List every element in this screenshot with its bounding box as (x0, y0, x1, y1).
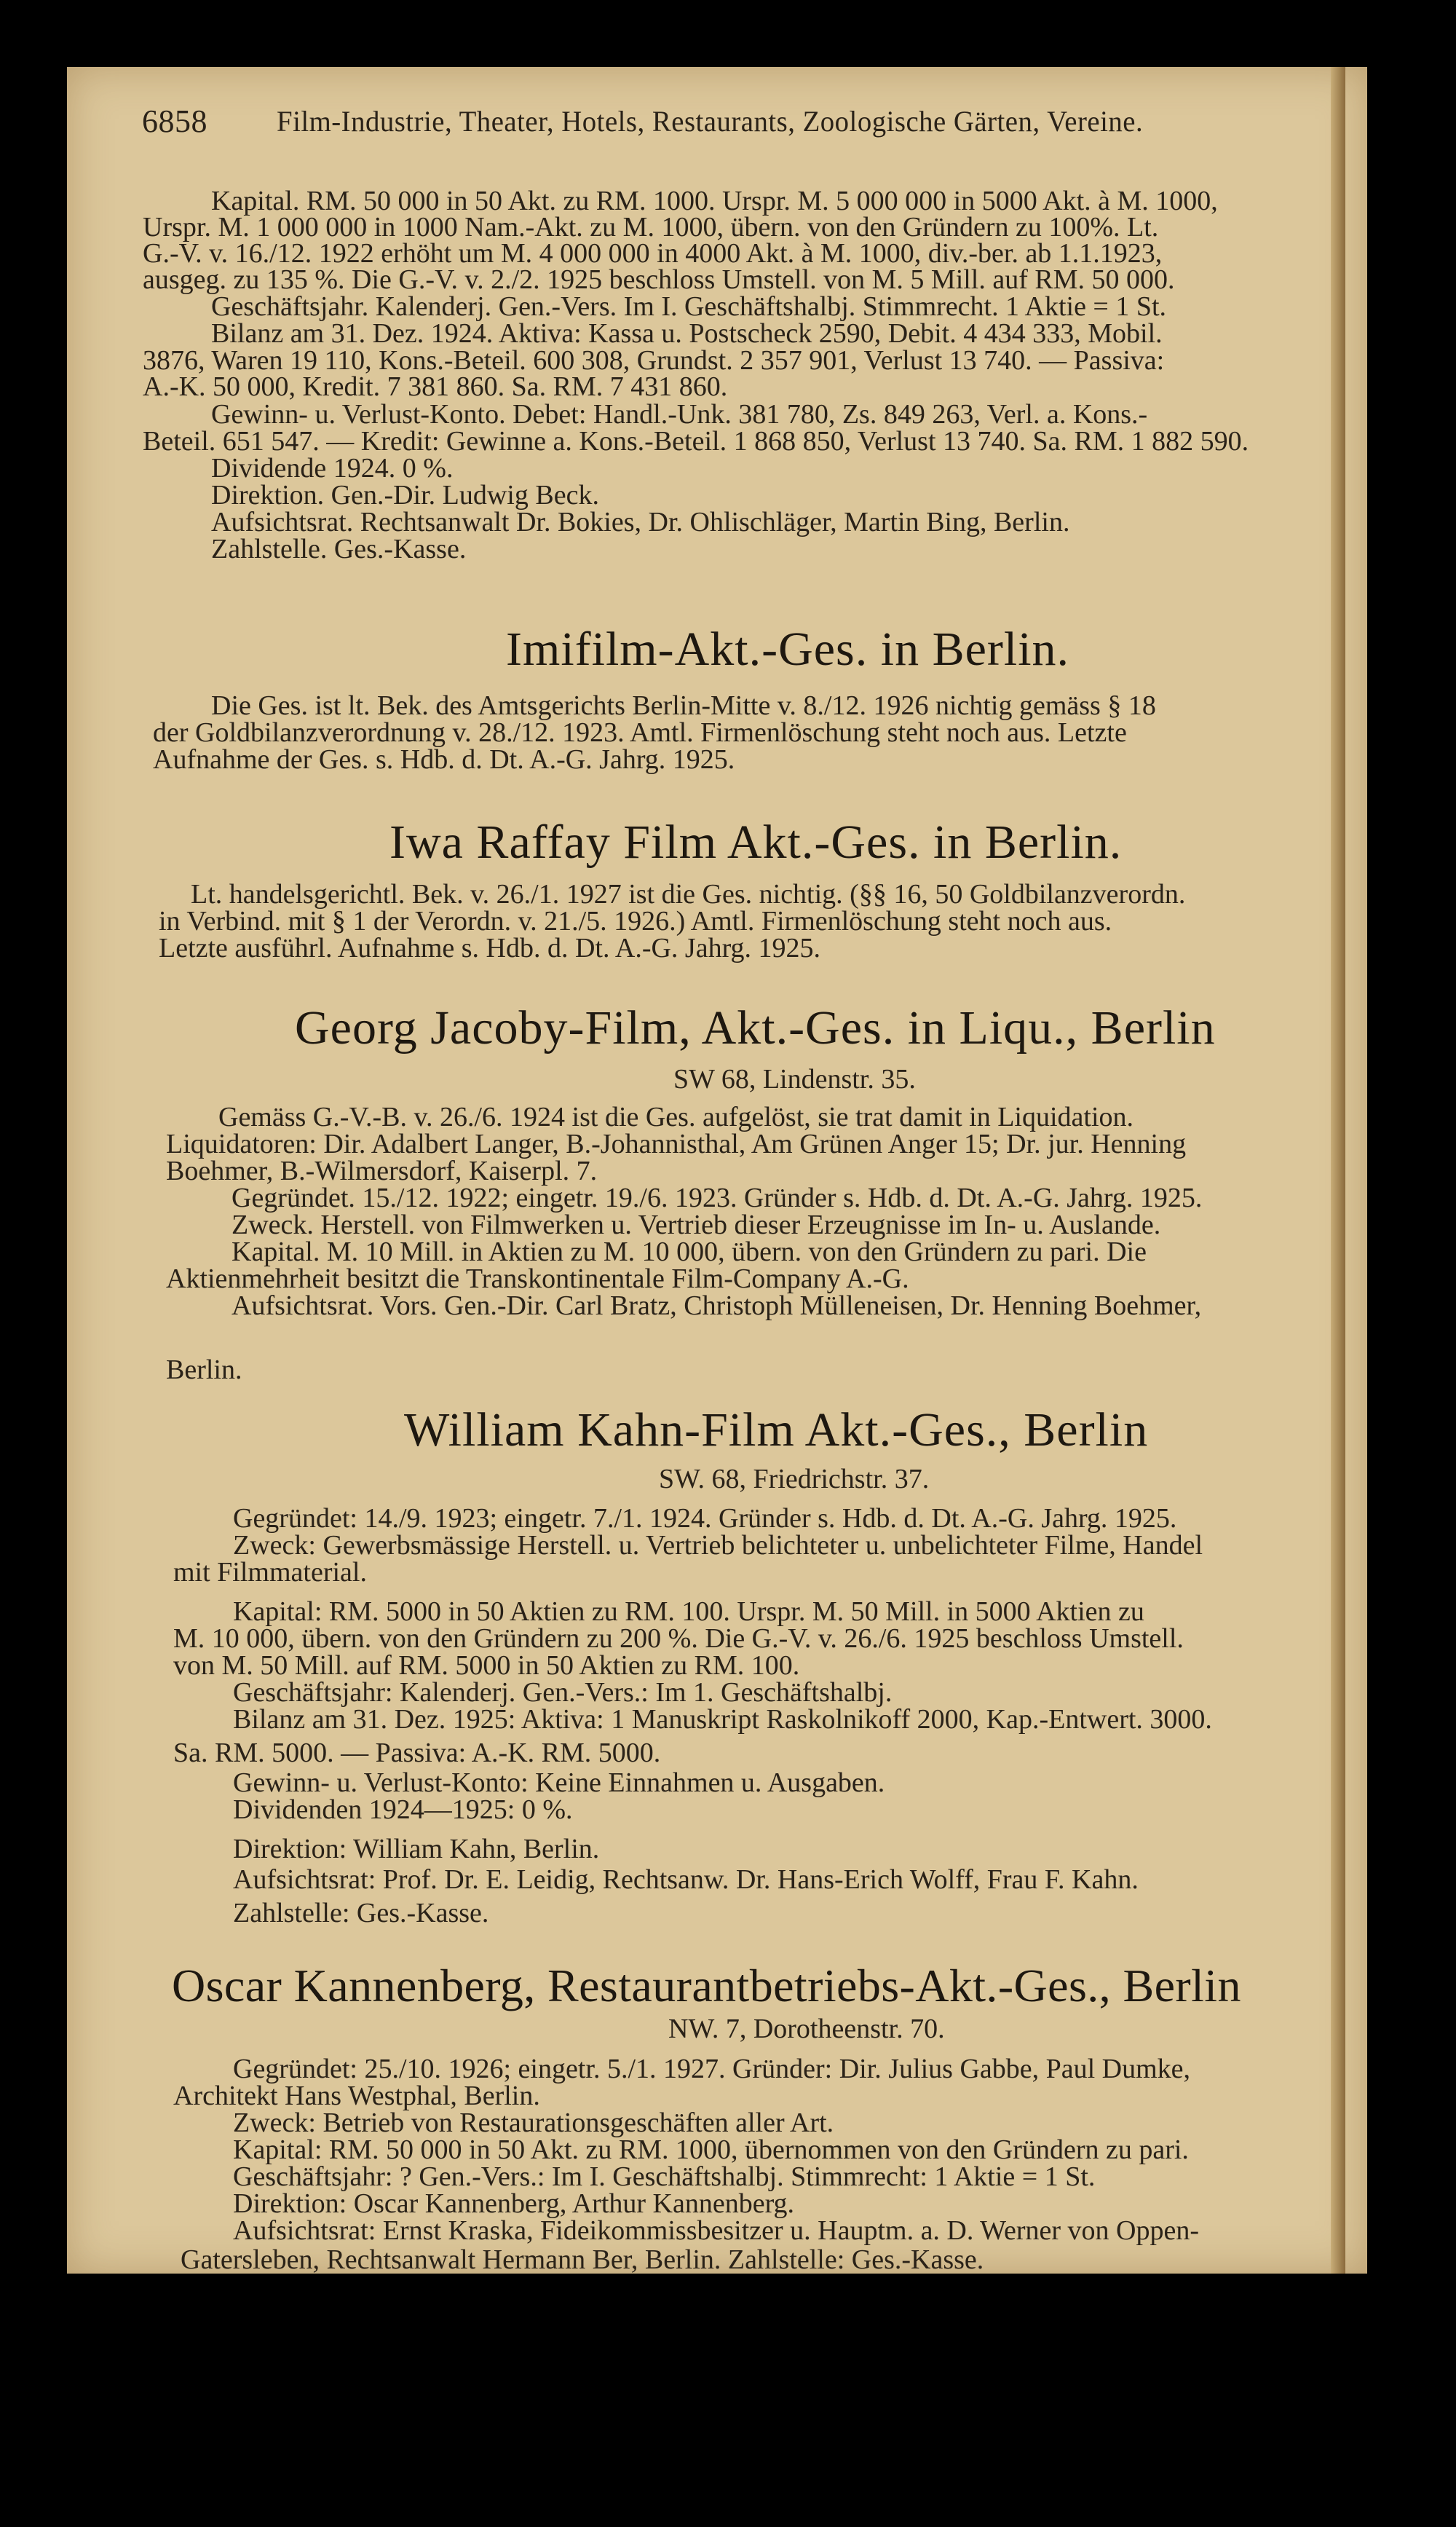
text-line: Direktion. Gen.-Dir. Ludwig Beck. (211, 480, 599, 510)
text-line: Gewinn- u. Verlust-Konto. Debet: Handl.-Unk. 381 780, Zs. 849 263, Verl. a. Kons.- (211, 399, 1148, 430)
text-line: Zahlstelle. Ges.-Kasse. (211, 534, 467, 564)
text-line: Gemäss G.-V.-B. v. 26./6. 1924 ist die Ges. aufgelöst, sie trat damit in Liquidation. (218, 1102, 1134, 1132)
text-line: der Goldbilanzverordnung v. 28./12. 1923. Amtl. Firmenlöschung steht noch aus. Letzte (153, 717, 1127, 748)
text-line: Letzte ausführl. Aufnahme s. Hdb. d. Dt. A.-G. Jahrg. 1925. (159, 933, 821, 963)
text-line: Zweck. Herstell. von Filmwerken u. Vertrieb dieser Erzeugnisse im In- u. Auslande. (232, 1210, 1161, 1240)
text-line: Beteil. 651 547. — Kredit: Gewinne a. Kons.-Beteil. 1 868 850, Verlust 13 740. Sa. RM. 1 882 590. (143, 426, 1249, 457)
company-title: Iwa Raffay Film Akt.-Ges. in Berlin. (389, 816, 1123, 869)
text-line: Boehmer, B.-Wilmersdorf, Kaiserpl. 7. (166, 1156, 598, 1186)
text-line: Aufsichtsrat: Ernst Kraska, Fideikommissbesitzer u. Hauptm. a. D. Werner von Oppen- (233, 2215, 1200, 2246)
running-head: Film-Industrie, Theater, Hotels, Restaurants, Zoologische Gärten, Vereine. (277, 105, 1144, 138)
text-line: ausgeg. zu 135 %. Die G.-V. v. 2./2. 1925 beschloss Umstell. von M. 5 Mill. auf RM. 50 000. (143, 264, 1175, 295)
text-line: Lt. handelsgerichtl. Bek. v. 26./1. 1927 ist die Ges. nichtig. (§§ 16, 50 Goldbilanzverordn. (191, 879, 1186, 910)
text-line: 3876, Waren 19 110, Kons.-Beteil. 600 308, Grundst. 2 357 901, Verlust 13 740. — Passiva: (143, 345, 1165, 376)
text-line: Geschäftsjahr: Kalenderj. Gen.-Vers.: Im 1. Geschäftshalbj. (233, 1677, 893, 1708)
text-line: Zweck: Gewerbsmässige Herstell. u. Vertrieb belichteter u. unbelichteter Filme, Handel (233, 1530, 1203, 1561)
company-title: Oscar Kannenberg, Restaurantbetriebs-Akt.-Ges., Berlin (172, 1960, 1241, 2011)
text-line: mit Filmmaterial. (173, 1557, 367, 1588)
text-line: Gatersleben, Rechtsanwalt Hermann Ber, Berlin. Zahlstelle: Ges.-Kasse. (181, 2244, 984, 2275)
company-title: Imifilm-Akt.-Ges. in Berlin. (506, 623, 1070, 676)
text-line: Direktion: William Kahn, Berlin. (233, 1834, 600, 1864)
text-line: A.-K. 50 000, Kredit. 7 381 860. Sa. RM. 7 431 860. (143, 371, 728, 402)
company-title: Georg Jacoby-Film, Akt.-Ges. in Liqu., Berlin (295, 1001, 1216, 1054)
text-line: Kapital: RM. 50 000 in 50 Akt. zu RM. 1000, übernommen von den Gründern zu pari. (233, 2134, 1189, 2165)
text-line: Geschäftsjahr: ? Gen.-Vers.: Im I. Geschäftshalbj. Stimmrecht: 1 Aktie = 1 St. (233, 2161, 1096, 2192)
text-line: Kapital: RM. 5000 in 50 Aktien zu RM. 100. Urspr. M. 50 Mill. in 5000 Aktien zu (233, 1596, 1144, 1627)
text-line: Kapital. M. 10 Mill. in Aktien zu M. 10 000, übern. von den Gründern zu pari. Die (232, 1237, 1147, 1267)
address: SW 68, Lindenstr. 35. (673, 1064, 916, 1095)
text-line: Aufsichtsrat: Prof. Dr. E. Leidig, Rechtsanw. Dr. Hans-Erich Wolff, Frau F. Kahn. (233, 1864, 1139, 1895)
text-line: Sa. RM. 5000. — Passiva: A.-K. RM. 5000. (173, 1738, 661, 1768)
text-line: Direktion: Oscar Kannenberg, Arthur Kannenberg. (233, 2188, 795, 2219)
text-line: von M. 50 Mill. auf RM. 5000 in 50 Aktien zu RM. 100. (173, 1650, 800, 1681)
text-line: in Verbind. mit § 1 der Verordn. v. 21./5. 1926.) Amtl. Firmenlöschung steht noch aus. (159, 906, 1112, 937)
text-line: Aufnahme der Ges. s. Hdb. d. Dt. A.-G. Jahrg. 1925. (153, 744, 735, 775)
text-line: Berlin. (166, 1355, 242, 1385)
text-line: Gegründet. 15./12. 1922; eingetr. 19./6. 1923. Gründer s. Hdb. d. Dt. A.-G. Jahrg. 1925. (232, 1183, 1203, 1213)
company-title: William Kahn-Film Akt.-Ges., Berlin (404, 1403, 1149, 1456)
text-line: Urspr. M. 1 000 000 in 1000 Nam.-Akt. zu M. 1000, übern. von den Gründern zu 100%. Lt. (143, 212, 1159, 243)
text-line: Geschäftsjahr. Kalenderj. Gen.-Vers. Im I. Geschäftshalbj. Stimmrecht. 1 Aktie = 1 St. (211, 291, 1167, 322)
address: NW. 7, Dorotheenstr. 70. (668, 2014, 945, 2044)
address: SW. 68, Friedrichstr. 37. (659, 1464, 930, 1494)
text-line: Die Ges. ist lt. Bek. des Amtsgerichts Berlin-Mitte v. 8./12. 1926 nichtig gemäss § 18 (211, 690, 1156, 721)
text-line: Kapital. RM. 50 000 in 50 Akt. zu RM. 1000. Urspr. M. 5 000 000 in 5000 Akt. à M. 1000, (211, 186, 1218, 216)
page-number: 6858 (142, 103, 207, 139)
text-line: Bilanz am 31. Dez. 1924. Aktiva: Kassa u. Postscheck 2590, Debit. 4 434 333, Mobil. (211, 318, 1163, 349)
text-line: Aktienmehrheit besitzt die Transkontinentale Film-Company A.-G. (166, 1264, 909, 1294)
text-line: M. 10 000, übern. von den Gründern zu 200 %. Die G.-V. v. 26./6. 1925 beschloss Umstell. (173, 1623, 1184, 1654)
text-line: Dividenden 1924—1925: 0 %. (233, 1794, 573, 1825)
text-line: Dividende 1924. 0 %. (211, 453, 454, 484)
text-line: Zahlstelle: Ges.-Kasse. (233, 1898, 489, 1928)
text-line: Gegründet: 25./10. 1926; eingetr. 5./1. 1927. Gründer: Dir. Julius Gabbe, Paul Dumke, (233, 2054, 1191, 2084)
text-line: Gegründet: 14./9. 1923; eingetr. 7./1. 1924. Gründer s. Hdb. d. Dt. A.-G. Jahrg. 1925. (233, 1503, 1177, 1534)
page-edge (1331, 67, 1345, 2274)
text-line: Aufsichtsrat. Vors. Gen.-Dir. Carl Bratz, Christoph Mülleneisen, Dr. Henning Boehmer, (232, 1290, 1202, 1321)
text-line: Architekt Hans Westphal, Berlin. (173, 2081, 540, 2111)
text-line: Gewinn- u. Verlust-Konto: Keine Einnahmen u. Ausgaben. (233, 1767, 885, 1798)
text-line: Bilanz am 31. Dez. 1925: Aktiva: 1 Manuskript Raskolnikoff 2000, Kap.-Entwert. 3000. (233, 1704, 1212, 1735)
text-line: Zweck: Betrieb von Restaurationsgeschäften aller Art. (233, 2108, 834, 2138)
text-line: G.-V. v. 16./12. 1922 erhöht um M. 4 000 000 in 4000 Akt. à M. 1000, div.-ber. ab 1.1.1923, (143, 238, 1163, 269)
text-line: Liquidatoren: Dir. Adalbert Langer, B.-Johannisthal, Am Grünen Anger 15; Dr. jur. Henning (166, 1129, 1187, 1159)
text-line: Aufsichtsrat. Rechtsanwalt Dr. Bokies, Dr. Ohlischläger, Martin Bing, Berlin. (211, 507, 1070, 537)
